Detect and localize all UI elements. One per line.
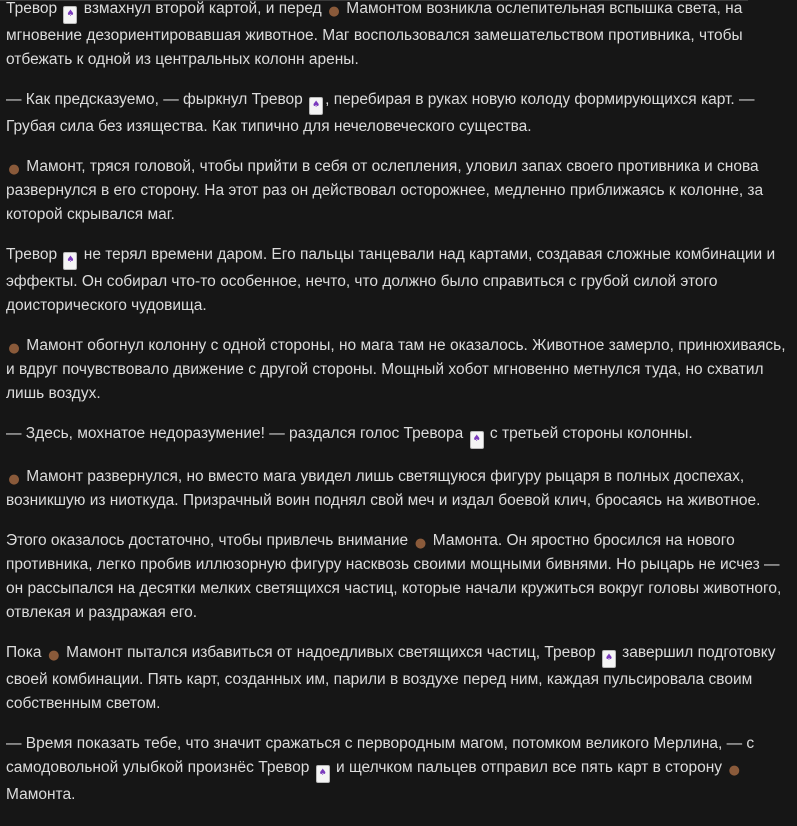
story-paragraph [6,155,792,227]
mammoth-icon: ● [414,536,427,551]
paragraph-text: Тревор [6,0,62,17]
paragraph-text: с третьей стороны колонны. [485,425,693,442]
paragraph-text: Мамонта. [6,786,76,803]
mammoth-icon: ● [48,648,60,663]
mammoth-icon: ● [8,162,20,177]
paragraph-text: Мамонт обогнул колонну с одной стороны, но мага там не оказалось. Животное замерло, принюхиваясь, и вдруг почувствовало движение с другой стороны. Мощный хобот мгновенно метнулся туда, но схватил лишь воздух. [6,337,786,402]
paragraph-text: — Время показать тебе, что значит сражаться с первородным магом, потомком великого Мерлина, — с самодовольной улыбкой произнёс Тревор [6,735,755,776]
card-icon: ♠ [63,6,77,24]
paragraph-text: завершил подготовку своей комбинации. Пять карт, созданных им, парили в воздухе перед ним, каждая пульсировала своим собственным светом. [6,644,776,712]
paragraph-text: Мамонта. Он яростно бросился на нового противника, легко пробив иллюзорную фигуру насквозь своими мощными бивнями. Но рыцарь не исчез — он рассыпался на десятки мелких светящихся частиц, которые начали кружиться вокруг головы животного, отвлекая и раздражая его. [6,532,782,621]
paragraph-text: Этого оказалось достаточно, чтобы привлечь внимание [6,532,413,549]
paragraph-text: Пока [6,644,46,661]
paragraph-text: , перебирая в руках новую колоду формирующихся карт. — Грубая сила без изящества. Как типично для нечеловеческого существа. [6,91,755,135]
story-paragraph [6,243,792,318]
paragraph-text: Мамонт развернулся, но вместо мага увидел лишь светящуюся фигуру рыцаря в полных доспехах, возникшую из ниоткуда. Призрачный воин поднял свой меч и издал боевой клич, бросаясь на животное. [6,468,761,509]
card-icon: ♠ [63,252,77,270]
mammoth-icon: ● [8,472,20,487]
story-paragraph [6,334,792,406]
paragraph-text: и щелчком пальцев отправил все пять карт в сторону [331,759,727,776]
card-icon: ♠ [602,650,616,668]
story-paragraph [6,529,792,625]
paragraph-text: — Как предсказуемо, — фыркнул Тревор [6,91,308,108]
story-paragraph [6,732,792,807]
card-icon: ♠ [316,765,330,783]
card-icon: ♠ [309,97,323,115]
story-paragraph [6,88,792,139]
paragraph-text: — Здесь, мохнатое недоразумение! — раздался голос Тревора [6,425,468,442]
story-paragraph [6,641,792,716]
story-paragraph [6,465,792,513]
mammoth-icon: ● [328,4,340,19]
paragraph-text: Мамонтом возникла ослепительная вспышка света, на мгновение дезориентировавшая животное. Маг воспользовался замешательством противника, чтобы отбежать к одной из центральных колонн арены. [6,0,743,68]
paragraph-text: Тревор [6,246,62,263]
story-paragraph [6,0,792,72]
story-text [6,0,792,823]
story-paragraph [6,422,792,449]
mammoth-icon: ● [8,341,20,356]
paragraph-text: Мамонт, тряся головой, чтобы прийти в себя от ослепления, уловил запах своего противника и снова развернулся в его сторону. На этот раз он действовал осторожнее, медленно приближаясь к колонне, за которой скрывался маг. [6,158,764,223]
card-icon: ♠ [470,431,484,449]
paragraph-text: не терял времени даром. Его пальцы танцевали над картами, создавая сложные комбинации и эффекты. Он собирал что-то особенное, нечто, что должно было справиться с грубой силой этого доисторического чудовища. [6,246,776,314]
paragraph-text: Мамонт пытался избавиться от надоедливых светящихся частиц, Тревор [61,644,600,661]
mammoth-icon: ● [728,763,740,778]
paragraph-text: взмахнул второй картой, и перед [79,0,326,17]
